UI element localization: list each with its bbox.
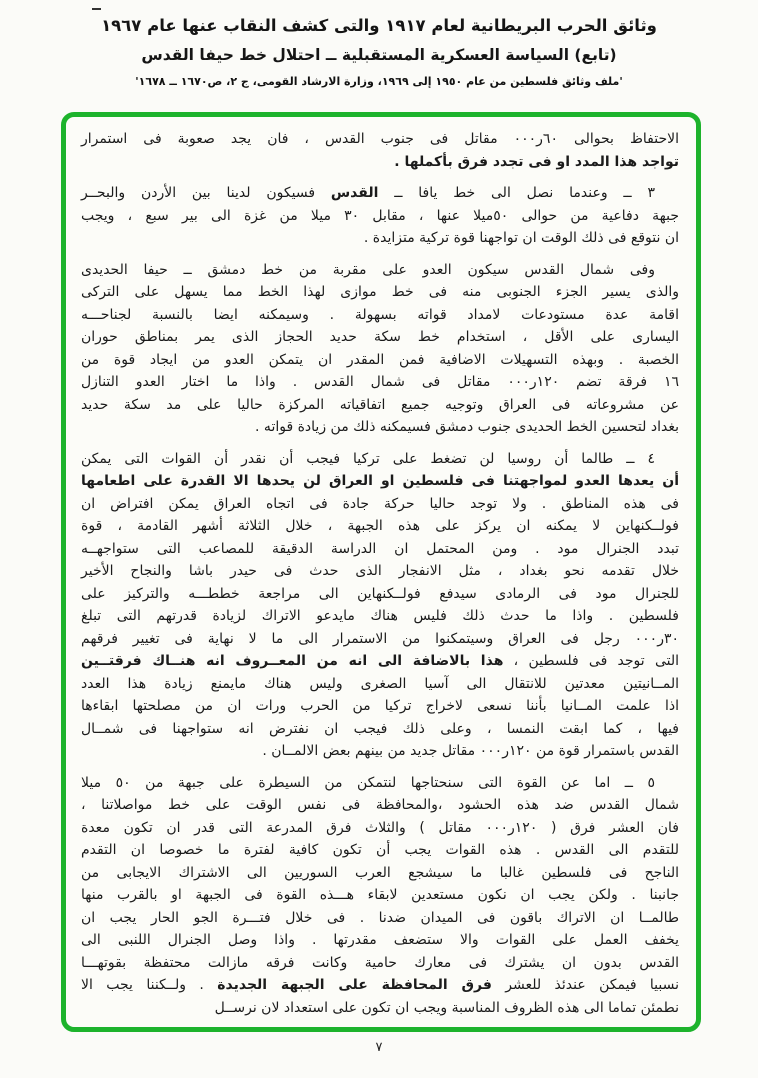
body-line <box>81 227 679 250</box>
body-paragraph <box>81 772 679 1020</box>
body-line <box>81 907 679 930</box>
body-line <box>81 650 679 673</box>
body-text-segment: الخصبة . وبهذه التسهيلات الاضافية فمن المقدر ان يتمكن العدو من ايجاد قوة من <box>81 351 679 368</box>
body-text-bold-segment: القدس <box>330 185 379 201</box>
body-line <box>81 515 679 538</box>
body-text-segment: بغداد لتحسين الخط الحديدى جنوب دمشق فسيمكنه ذلك من زيادة قواته . <box>255 419 679 435</box>
body-paragraph <box>81 128 679 173</box>
body-text-bold-segment: تواجد هذا المدد او فى تجدد فرق بأكملها . <box>394 153 679 170</box>
body-line <box>81 538 679 561</box>
document-header <box>0 16 758 88</box>
body-text-segment: التى توجد فى فلسطين ، <box>503 653 679 669</box>
body-text-segment: فى هذه المناطق . ولا توجد حاليا حركة جادة فى اتجاه العراق يمكن افتراض ان <box>81 495 679 512</box>
body-text-segment: اقامة عدة مستودعات لامداد قواته بسهولة . وسيمكنه ايضا بالنسبة لجناحـــه <box>81 306 679 323</box>
body-line <box>81 583 679 606</box>
scan-artifact-dash <box>92 8 101 10</box>
body-text-segment: فلسطين . واذا ما حدث ذلك فليس هناك مايدعو الاتراك لزيادة قدرتهم التى تبلغ <box>81 608 679 624</box>
body-text-segment: اذا علمت المــانيا بأننا نسعى لاخراج تركيا من الحرب ورات ان من مصلحتها ابقاءها <box>81 698 679 714</box>
body-text-segment: والذى يسير الجزء الجنوبى منه فى خط موازى لهذا الخط مما يسهل على التركى <box>81 284 679 300</box>
body-paragraph <box>81 259 679 439</box>
body-text-segment: ٥ ــ اما عن القوة التى سنحتاجها لنتمكن من السيطرة على جبهة من ٥٠ ميلا <box>81 774 655 791</box>
body-line <box>81 394 679 417</box>
body-line <box>81 997 679 1020</box>
body-line <box>81 974 679 997</box>
body-text-segment: ٣ ــ وعندما نصل الى خط يافا ــ <box>378 185 655 201</box>
body-text-segment: الناجح فى فلسطين غالبا ما سيشجع العرب السوريين الى الاشتراك الايجابى من <box>81 864 679 881</box>
body-text-segment: اليسارى على الأقل ، استخدام خط سكة حديد الحجاز الذى يمر بمناطق حوران <box>81 329 679 345</box>
body-line <box>81 560 679 583</box>
body-line <box>81 349 679 372</box>
body-line <box>81 326 679 349</box>
body-line <box>81 259 679 282</box>
body-line <box>81 718 679 741</box>
body-text-segment: يخفف العمل على القوات والا ستضعف مقدرتها . واذا وصل الجنرال اللنبى الى <box>81 932 679 948</box>
header-title-line1: وثائق الحرب البريطانية لعام ١٩١٧ والتى كشف النقاب عنها عام ١٩٦٧ <box>101 16 657 35</box>
body-text-segment: وفى شمال القدس سيكون العدو على مقربة من خط دمشق ــ حيفا الحديدى <box>81 261 655 278</box>
body-text-segment: فان العشر فرق ( ١٢٠ر٠٠٠ مقاتل ) والثلاث فرق المدرعة التى قدر ان تكون معدة <box>81 819 679 836</box>
body-text-bold-segment: أن يعدها العدو لمواجهتنا فى فلسطين او العراق لن يحدها الا القدرة على اطعامها <box>81 473 679 489</box>
body-text-segment: عن مشروعاته فى العراق وتوجيه جميع اتفاقياته المركزة حاليا على مد سكة حديد <box>81 396 679 413</box>
body-line <box>81 493 679 516</box>
body-text-segment: جانبنا . ولكن يجب ان نكون مستعدين لابقاء هـــذه القوة فى الجبهة او بالقرب منها <box>81 887 679 903</box>
header-source-citation: 'ملف وثائق فلسطين من عام ١٩٥٠ إلى ١٩٦٩، وزارة الارشاد القومى، ج ٢، ص١٦٧٠ ــ ١٦٧٨' <box>135 75 623 88</box>
body-line <box>81 448 679 471</box>
header-title-line2: (تابع) السياسة العسكرية المستقبلية ــ احتلال خط حيفا القدس <box>141 46 617 64</box>
body-text-segment: نسبيا فيمكن عندئذ للعشر <box>491 977 680 993</box>
body-text-segment: للجنرال مود فى الرمادى سيدفع فولــكنهاين الى مراجعة خططـــه والتركيز على <box>81 585 679 602</box>
body-text-segment: تبدد الجنرال مود . ومن المحتمل ان الدراسة الدقيقة للمصاعب التى ستواجهــه <box>81 540 679 557</box>
body-text-segment: القدس باستمرار قوة من ١٢٠ر٠٠٠ مقاتل جديد من بينهم بعض الالمــان . <box>262 743 679 759</box>
body-line <box>81 371 679 394</box>
body-line <box>81 605 679 628</box>
page-number: ٧ <box>375 1040 383 1055</box>
body-line <box>81 839 679 862</box>
body-text <box>81 128 679 1019</box>
body-line <box>81 205 679 228</box>
body-text-segment: للتقدم الى القدس . هذه القوات يجب أن تكون كافية لفترة ما خصوصا ان التقدم <box>81 842 679 858</box>
body-line <box>81 673 679 696</box>
body-text-segment: طالمــا ان الاتراك باقون فى الميدان ضدنا . فى خلال فتـــرة الجو الحار يجب ان <box>81 909 679 926</box>
body-line <box>81 817 679 840</box>
body-line <box>81 281 679 304</box>
body-text-bold-segment: فرق المحافظة على الجبهة الجديدة <box>217 977 492 993</box>
body-line <box>81 470 679 493</box>
body-paragraph <box>81 448 679 763</box>
body-text-segment: فيها ، كما ابقت النمسا ، وعلى ذلك فيجب ان نفترض انه ستواجهنا فى شمــال <box>81 720 679 737</box>
body-text-segment: خلال تقدمه نحو بغداد ، مثل الانفجار الذى حدث فى حيدر باشا والنجاح الأخير <box>81 563 679 579</box>
body-text-segment: ٤ ــ طالما أن روسيا لن تضغط على تركيا فيجب أن نقدر أن القوات التى يمكن <box>81 450 655 467</box>
body-line <box>81 416 679 439</box>
body-text-segment: جبهة دفاعية من حوالى ٥٠ميلا عنها ، مقابل ٣٠ ميلا من غزة الى بير سبع ، ويجب <box>81 207 679 224</box>
body-line <box>81 862 679 885</box>
body-text-segment: فولــكنهاين لا يمكنه ان يركز على هذه الجبهة ، خلال الثلاثة أشهر القادمة ، قوة <box>81 518 679 534</box>
body-line <box>81 740 679 763</box>
body-text-segment: المــانيتين معدتين للانتقال الى آسيا الصغرى وليس هناك مايمنع زيادة هذا العدد <box>81 675 679 692</box>
body-text-segment: شمال القدس ضد هذه الحشود ،والمحافظة فى نفس الوقت على خط مواصلاتنا ، <box>81 797 679 813</box>
body-line <box>81 772 679 795</box>
body-line <box>81 884 679 907</box>
body-line <box>81 695 679 718</box>
body-line <box>81 304 679 327</box>
body-text-bold-segment: هذا بالاضافة الى انه من المعــروف انه هنــاك فرقتــين <box>81 653 504 669</box>
body-text-segment: فسيكون لدينا بين الأردن والبحــر <box>81 185 331 201</box>
body-line <box>81 929 679 952</box>
body-text-segment: نطمئن تماما الى هذه الظروف المناسبة ويجب ان تكون على استعداد لان نرســل <box>214 999 679 1016</box>
body-line <box>81 952 679 975</box>
body-line <box>81 151 679 174</box>
body-line <box>81 182 679 205</box>
body-paragraph <box>81 182 679 250</box>
body-line <box>81 794 679 817</box>
document-body-frame <box>61 112 701 1032</box>
body-line <box>81 128 679 151</box>
body-text-segment: . ولــكننا يجب الا <box>81 977 218 993</box>
body-text-segment: ان نتوقع فى ذلك الوقت ان تواجهنا قوة تركية متزايدة . <box>363 230 679 246</box>
body-text-segment: ٣٠ر٠٠٠ رجل فى العراق وسيتمكنوا من الاستمرار الى ما لا نهاية فى تغيير فرقهم <box>81 630 679 647</box>
body-text-segment: ١٦ فرقة تضم ١٢٠ر٠٠٠ مقاتل فى شمال القدس . واذا ما اختار العدو التنازل <box>81 374 679 390</box>
body-text-segment: الاحتفاظ بحوالى ٦٠ر٠٠٠ مقاتل فى جنوب القدس ، فان يجد صعوبة فى استمرار <box>81 131 679 147</box>
body-text-segment: القدس بدون ان يشترك فى معارك حامية وكانت فرقه مازالت محتفظة بقوتهـــا <box>81 954 679 971</box>
body-line <box>81 628 679 651</box>
